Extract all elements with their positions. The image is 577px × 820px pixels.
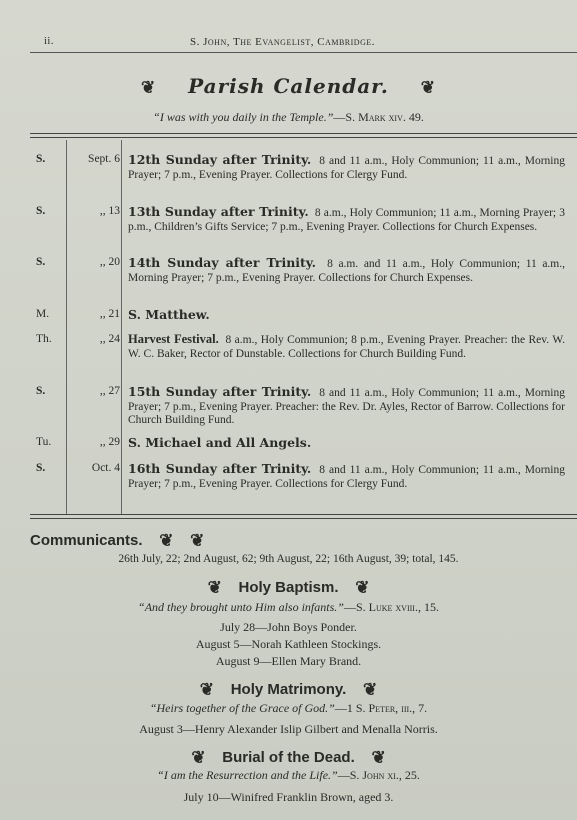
row-detail: 8 a.m., Holy Communion; 8 p.m., Evening Prayer. Preacher: the Rev. W. W. C. Baker, Rector of Dunstable. Collections for Church Building Fund.	[128, 334, 565, 360]
fleuron-icon: ❦	[207, 578, 222, 597]
baptism-quote	[0, 600, 577, 615]
row-detail: 8 and 11 a.m., Holy Communion; 11 a.m., Morning Prayer; 7 p.m., Evening Prayer. Preacher: the Rev. Dr. Ayles, Rector of Barrow. Collections for Church Building Fund.	[128, 387, 565, 426]
matrimony-quote	[0, 701, 577, 716]
baptism-entry: August 5—Norah Kathleen Stockings.	[195, 637, 382, 651]
baptism-entry: August 9—Ellen Mary Brand.	[215, 654, 362, 668]
baptism-entry: July 28—John Boys Ponder.	[220, 620, 357, 634]
burial-quote	[0, 768, 577, 783]
page-number: ii.	[44, 36, 54, 47]
burial-entry: July 10—Winifred Franklin Brown, aged 3.	[183, 790, 394, 804]
row-day: S.	[36, 205, 46, 217]
row-date: Oct. 4	[91, 462, 120, 474]
row-date: ,, 24	[99, 333, 120, 345]
row-description	[128, 256, 565, 285]
calendar-quote	[0, 110, 577, 125]
column-divider	[66, 140, 67, 514]
row-detail: 8 and 11 a.m., Holy Communion; 11 a.m., Morning Prayer; 7 p.m., Evening Prayer. Collections for Clergy Fund.	[128, 155, 565, 181]
table-bottom-rule	[30, 514, 577, 519]
fleuron-icon: ❦	[199, 680, 215, 699]
calendar-title: Parish Calendar.	[188, 74, 389, 98]
row-detail: 8 and 11 a.m., Holy Communion; 11 a.m., Morning Prayer; 7 p.m., Evening Prayer. Collections for Clergy Fund.	[128, 464, 565, 490]
row-feast: S. Matthew.	[128, 307, 210, 322]
row-date: ,, 29	[99, 436, 120, 448]
row-description	[128, 333, 565, 361]
row-date: ,, 21	[99, 308, 120, 320]
row-feast: 14th Sunday after Trinity.	[128, 255, 316, 270]
burial-quote-ref: —S. John xi., 25.	[337, 768, 420, 782]
matrimony-heading	[0, 680, 577, 700]
row-date: ,, 27	[99, 385, 120, 397]
row-date: ,, 13	[99, 205, 120, 217]
fleuron-icon: ❦	[420, 77, 436, 98]
calendar-quote-text: “I was with you daily in the Temple.”	[153, 110, 334, 124]
row-feast: Harvest Festival.	[128, 332, 219, 346]
row-date: ,, 20	[99, 256, 120, 268]
header-rule	[30, 52, 577, 53]
row-description	[128, 205, 565, 234]
row-description	[128, 153, 565, 182]
column-divider	[121, 140, 122, 514]
burial-quote-text: “I am the Resurrection and the Life.”	[157, 768, 338, 782]
row-day: S.	[36, 256, 46, 268]
fleuron-icon: ❦	[371, 748, 386, 767]
running-title: S. John, The Evangelist, Cambridge.	[190, 36, 375, 48]
row-feast: 15th Sunday after Trinity.	[128, 384, 312, 399]
row-day: S.	[36, 462, 46, 474]
burial-heading	[0, 748, 577, 768]
calendar-table	[30, 140, 577, 514]
row-day: M.	[36, 308, 50, 320]
fleuron-icon: ❦	[190, 531, 205, 550]
fleuron-icon: ❦	[159, 531, 174, 550]
burial-title: Burial of the Dead.	[222, 748, 355, 766]
row-detail: 8 a.m., Holy Communion; 11 a.m., Morning Prayer; 3 p.m., Children’s Gifts Service; 7 p.m., Evening Prayer. Collections for Church Expenses.	[128, 207, 565, 233]
communicants-title: Communicants.	[30, 531, 143, 549]
baptism-quote-ref: —S. Luke xviii., 15.	[343, 600, 439, 614]
fleuron-icon: ❦	[191, 748, 206, 767]
communicants-text: 26th July, 22; 2nd August, 62; 9th August, 22; 16th August, 39; total, 145.	[118, 553, 459, 565]
row-date: Sept. 6	[88, 153, 120, 165]
row-day: Th.	[36, 333, 52, 345]
row-description	[128, 308, 565, 324]
row-day: S.	[36, 385, 46, 397]
row-feast: S. Michael and All Angels.	[128, 435, 312, 450]
fleuron-icon: ❦	[362, 680, 378, 699]
matrimony-title: Holy Matrimony.	[230, 680, 347, 698]
row-description	[128, 462, 565, 491]
table-top-rule	[30, 133, 577, 138]
calendar-quote-ref: —S. Mark xiv. 49.	[333, 110, 424, 124]
communicants-heading	[30, 531, 204, 551]
row-day: Tu.	[36, 436, 52, 448]
baptism-quote-text: “And they brought unto Him also infants.”	[138, 600, 344, 614]
baptism-heading	[0, 578, 577, 598]
row-feast: 12th Sunday after Trinity.	[128, 152, 312, 167]
baptism-title: Holy Baptism.	[238, 578, 339, 596]
matrimony-quote-text: “Heirs together of the Grace of God.”	[149, 701, 335, 715]
row-feast: 13th Sunday after Trinity.	[128, 204, 309, 219]
matrimony-entry: August 3—Henry Alexander Islip Gilbert and Menalla Norris.	[139, 722, 438, 736]
row-description	[128, 385, 565, 428]
row-detail: 8 a.m. and 11 a.m., Holy Communion; 11 a.m., Morning Prayer; 7 p.m., Evening Prayer. Collections for Church Expenses.	[128, 258, 565, 284]
calendar-heading	[0, 74, 577, 98]
fleuron-icon: ❦	[141, 77, 157, 98]
row-feast: 16th Sunday after Trinity.	[128, 461, 312, 476]
matrimony-quote-ref: —1 S. Peter, iii., 7.	[334, 701, 428, 715]
row-day: S.	[36, 153, 46, 165]
row-description	[128, 436, 565, 452]
fleuron-icon: ❦	[355, 578, 370, 597]
